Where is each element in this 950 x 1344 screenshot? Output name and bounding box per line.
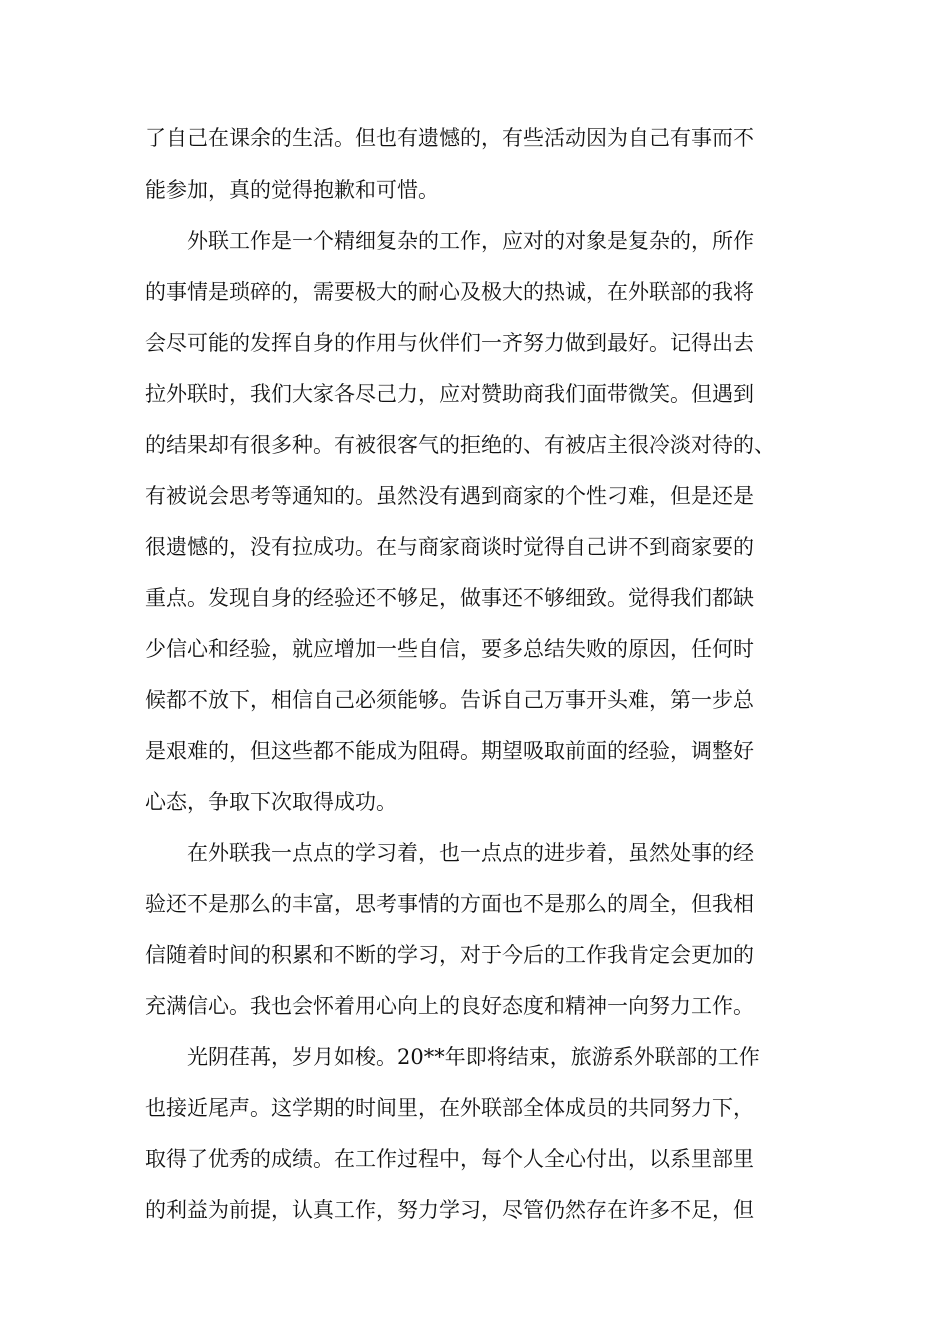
text-line: 心态，争取下次取得成功。 <box>145 790 397 814</box>
text-line: 也接近尾声。这学期的时间里，在外联部全体成员的共同努力下， <box>145 1096 754 1120</box>
text-line: 的利益为前提，认真工作，努力学习，尽管仍然存在许多不足，但 <box>145 1198 754 1222</box>
text-line: 验还不是那么的丰富，思考事情的方面也不是那么的周全，但我相 <box>145 892 754 916</box>
text-line: 能参加，真的觉得抱歉和可惜。 <box>145 178 439 202</box>
text-line: 少信心和经验，就应增加一些自信，要多总结失败的原因，任何时 <box>145 637 754 661</box>
text-line: 的事情是琐碎的，需要极大的耐心及极大的热诚，在外联部的我将 <box>145 280 754 304</box>
paragraph-first-line: 外联工作是一个精细复杂的工作，应对的对象是复杂的，所作 <box>187 229 754 253</box>
text-line: 信随着时间的积累和不断的学习，对于今后的工作我肯定会更加的 <box>145 943 754 967</box>
text-line: 充满信心。我也会怀着用心向上的良好态度和精神一向努力工作。 <box>145 994 754 1018</box>
paragraph-first-line: 在外联我一点点的学习着，也一点点的进步着，虽然处事的经 <box>187 841 754 865</box>
text-line: 拉外联时，我们大家各尽己力，应对赞助商我们面带微笑。但遇到 <box>145 382 754 406</box>
text-line: 取得了优秀的成绩。在工作过程中，每个人全心付出，以系里部里 <box>145 1147 754 1171</box>
text-line: 很遗憾的，没有拉成功。在与商家商谈时觉得自己讲不到商家要的 <box>145 535 754 559</box>
text-line: 的结果却有很多种。有被很客气的拒绝的、有被店主很冷淡对待的、 <box>145 433 775 457</box>
text-line: 了自己在课余的生活。但也有遗憾的，有些活动因为自己有事而不 <box>145 126 754 150</box>
text-line: 候都不放下，相信自己必须能够。告诉自己万事开头难，第一步总 <box>145 688 754 712</box>
text-line: 有被说会思考等通知的。虽然没有遇到商家的个性刁难，但是还是 <box>145 484 754 508</box>
text-line: 重点。发现自身的经验还不够足，做事还不够细致。觉得我们都缺 <box>145 586 754 610</box>
text-line: 会尽可能的发挥自身的作用与伙伴们一齐努力做到最好。记得出去 <box>145 331 754 355</box>
text-line: 是艰难的，但这些都不能成为阻碍。期望吸取前面的经验，调整好 <box>145 739 754 763</box>
paragraph-first-line: 光阴荏苒，岁月如梭。20**年即将结束，旅游系外联部的工作 <box>187 1045 760 1069</box>
